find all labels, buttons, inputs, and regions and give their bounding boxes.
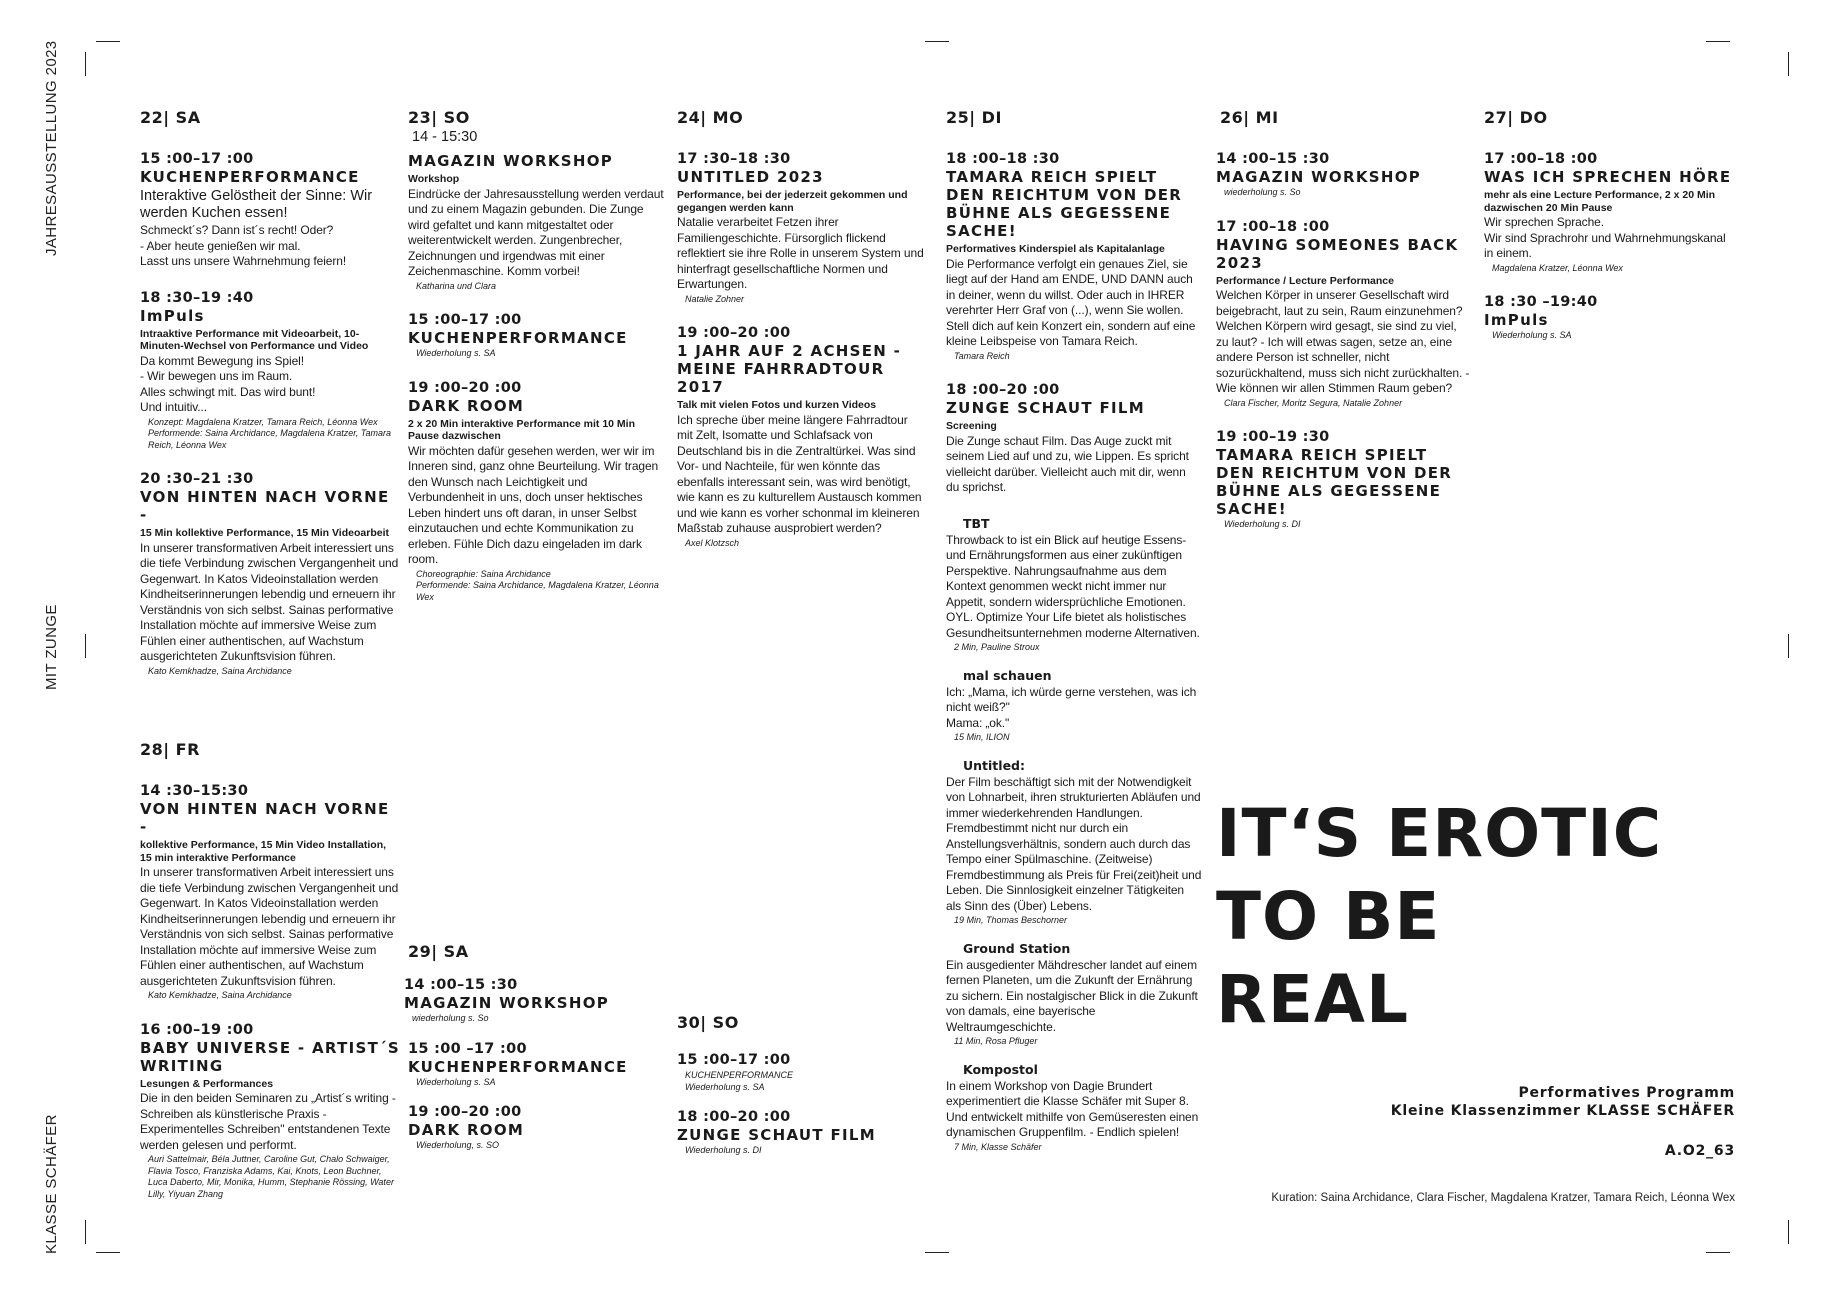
room-number: A.O2_63: [1664, 1143, 1735, 1159]
event-description: Die Performance verfolgt ein genaues Ziel, sie liegt auf der Hand am ENDE, UND DANN auch in deiner, wenn du willst. Oder auch in IHRER verehrter Herr Graf von (...), wenn Sie wollen. Stell dich auf kein Konzert ein, sondern auf eine kleine Leibspeise von Tamara Reich.: [946, 256, 1196, 348]
event-credit: Tamara Reich: [954, 350, 1010, 361]
event-credit: Wiederholung s. DI: [1224, 519, 1301, 529]
event-time: 20 :30–21 :30: [140, 471, 254, 487]
event: [140, 471, 400, 677]
event-credit: Magdalena Kratzer, Léonna Wex: [1492, 262, 1623, 273]
event-format: Performance, bei der jederzeit gekommen und gegangen werden kann: [677, 189, 908, 214]
day-22: [140, 108, 400, 697]
event: [1216, 429, 1472, 531]
event-time: 18 :00–20 :00: [946, 382, 1060, 398]
film-title: Ground Station: [963, 940, 1071, 956]
film: [946, 516, 1202, 654]
film: [946, 668, 1202, 744]
event-title: VON HINTEN NACH VORNE -: [140, 800, 390, 836]
event-description: In unserer transformativen Arbeit interessiert uns die tiefe Verbindung zwischen Vergangenheit und Gegenwart. In Katos Videoinstallation werden Kindheitserinnerungen lebendig und erneuern ihr Verständnis von sich selbst. Sainas performative Installation möchte auf immersive Weise zum Fühlen einer authentischen, auf Wachstum ausgerichteten Zukunftsvision führen.: [140, 540, 399, 663]
event-credit: Kato Kemkhadze, Saina Archidance: [148, 665, 292, 676]
film-description: In einem Workshop von Dagie Brundert experimentiert die Klasse Schäfer mit Super 8. Und entwickelt mithilfe von Gemüseresten einen dynamischen Gruppenfilm. - Endlich spielen!: [946, 1078, 1199, 1139]
day-label: 25| DI: [946, 108, 1002, 127]
program-location: Kleine Klassenzimmer KLASSE SCHÄFER: [1390, 1103, 1735, 1119]
film: [946, 758, 1202, 927]
film-description: Der Film beschäftigt sich mit der Notwendigkeit von Lohnarbeit, ihren strukturierten Abläufen und immer wiederkehrenden Handlungen. Fremdbestimmt nicht nur durch ein Anstellungsverhältnis, sondern auch durch das Tempo einer Spülmaschine. (Zeitweise) Fremdbestimmung als Preis für Frei(zeit)heit und Leben. Die Sinnlosigkeit einzelner Tätigkeiten als Sinn des (Über) Lebens.: [946, 774, 1202, 913]
event-time: 18 :00–18 :30: [946, 151, 1060, 167]
headline-line: TO BE: [1216, 878, 1441, 955]
event-description: Wir sprechen Sprache. Wir sind Sprachrohr und Wahrnehmungskanal in einem.: [1484, 215, 1726, 260]
event-title: ImPuls: [1484, 311, 1549, 329]
event-credit: Katharina und Clara: [416, 280, 497, 291]
day-30: [677, 1013, 925, 1177]
event-credit: Wiederholung s. DI: [685, 1145, 762, 1155]
event-credit: Wiederholung s. SA: [416, 348, 496, 358]
headline-line: IT‘S EROTIC: [1216, 795, 1663, 872]
event-time: 18 :30–19 :40: [140, 289, 254, 306]
event-format: mehr als eine Lecture Performance, 2 x 20 Min dazwischen 20 Min Pause: [1484, 189, 1716, 214]
event-description: Natalie verarbeitet Fetzen ihrer Familiengeschichte. Fürsorglich flickend reflektiert sie ihre Rolle in unserem System und hinterfragt gesellschaftliche Normen und Erwartungen.: [677, 215, 924, 291]
day-label: 30| SO: [677, 1013, 739, 1032]
event-title: 1 JAHR AUF 2 ACHSEN - MEINE FAHRRADTOUR 2017: [677, 342, 902, 396]
day-27: [1484, 108, 1732, 362]
event: [140, 1022, 400, 1201]
film-title: mal schauen: [963, 667, 1052, 683]
event-title: ImPuls: [140, 306, 205, 325]
event-title: HAVING SOMEONES BACK 2023: [1216, 235, 1459, 272]
event-title: KUCHENPERFORMANCE: [140, 168, 360, 186]
film-description: Throwback to ist ein Blick auf heutige Essens- und Ernährungsformen aus einer zukünftigen Perspektive. Nahrungsaufnahme aus dem Kontext genommen weckt nicht immer nur Appetit, sondern widersprüchliche Emotionen. OYL. Optimize Your Life bietet als holistisches Gesundheitsunternehmen moderne Alternativen.: [946, 532, 1200, 640]
event-description: Die Zunge schaut Film. Das Auge zuckt mit seinem Lied auf und zu, wie Lippen. Es spricht vielleicht darüber. Vielleicht auch mit dir, wenn du sprichst.: [946, 433, 1189, 494]
event: [404, 1041, 666, 1089]
film-description: Ein ausgedienter Mähdrescher landet auf einem fernen Planeten, um die Zukunft der Ernährung zu sichern. Ein nostalgischer Blick in die Zukunft von damals, eine bayerische Weltraumgeschichte.: [946, 957, 1198, 1034]
event-title: KUCHENPERFORMANCE: [408, 329, 628, 347]
event-time: 18 :00–20 :00: [677, 1109, 791, 1125]
event: [140, 783, 400, 1002]
event-credit: Auri Sattelmair, Béla Juttner, Caroline Gut, Chalo Schwaiger, Flavia Tosco, Franziska Adams, Kai, Knots, Leon Buchner, Luca Daberto, Mir, Monika, Humm, Stephanie Rössing, Water Lilly, Yiyuan Zhang: [148, 1154, 394, 1199]
event-format: Talk mit vielen Fotos und kurzen Videos: [677, 399, 877, 411]
event-description: Welchen Körper in unserer Gesellschaft wird beigebracht, laut zu sein, Raum einzunehmen? Welchen Körpern wird gesagt, sie sind zu viel, zu laut? - Ich will etwas sagen, setze an, eine andere Person ist schneller, nicht sozurückhaltend, muss sich nicht zurückhalten. - Wie können wir allen Stimmen Raum geben?: [1216, 288, 1470, 395]
event: [408, 312, 666, 360]
event: [946, 151, 1202, 362]
event-credit: Wiederholung, s. SO: [416, 1140, 499, 1150]
day-label: 26| MI: [1220, 108, 1279, 127]
event-credit: KUCHENPERFORMANCE Wiederholung s. SA: [685, 1070, 794, 1092]
event-time: 14 - 15:30: [412, 129, 478, 145]
event-title: ZUNGE SCHAUT FILM: [946, 399, 1145, 417]
event-format: Screening: [946, 420, 997, 432]
side-label-year: JAHRESAUSSTELLUNG 2023: [43, 40, 60, 256]
day-29: [404, 942, 666, 1172]
day-label: 22| SA: [140, 108, 201, 127]
event-time: 14 :30–15:30: [140, 783, 249, 799]
event-credit: Clara Fischer, Moritz Segura, Natalie Zohner: [1224, 397, 1403, 408]
event-format: Performatives Kinderspiel als Kapitalanlage: [946, 243, 1165, 255]
event: [677, 1052, 925, 1093]
film: [946, 1062, 1202, 1154]
event-time: 19 :00–20 :00: [677, 325, 791, 341]
event-title: VON HINTEN NACH VORNE -: [140, 488, 390, 524]
film-credit: 15 Min, ILION: [954, 732, 1010, 742]
event-time: 15 :00–17 :00: [140, 151, 254, 167]
event-lead: Interaktive Gelöstheit der Sinne: Wir werden Kuchen essen!: [140, 188, 373, 221]
event-format: kollektive Performance, 15 Min Video Installation, 15 min interaktive Performance: [140, 839, 387, 864]
film-credit: 11 Min, Rosa Pfluger: [954, 1036, 1038, 1046]
event-time: 19 :00–20 :00: [408, 379, 522, 396]
event-format: 15 Min kollektive Performance, 15 Min Videoarbeit: [140, 527, 389, 539]
event-title: MAGAZIN WORKSHOP: [408, 152, 614, 170]
event-title: DARK ROOM: [408, 1121, 525, 1139]
day-label: 27| DO: [1484, 108, 1548, 127]
event-format: Intraaktive Performance mit Videoarbeit, 10-Minuten-Wechsel von Performance und Video: [140, 327, 369, 352]
event: [677, 325, 925, 549]
side-label-title: MIT ZUNGE: [43, 604, 60, 690]
event-title: MAGAZIN WORKSHOP: [1216, 168, 1422, 186]
event: [408, 380, 666, 604]
event-description: Ich spreche über meine längere Fahrradtour mit Zelt, Isomatte und Schlafsack von Deutschland bis in die Zentraltürkei. Was sind Vor- und Nachteile, für wen könnte das ebenfalls interessant sein, was wird benötigt, wie kann es zu kulturellem Austausch kommen und wie kann es vorher schonmal im kleineren Maßstab zuhause ausprobiert werden?: [677, 412, 922, 535]
event: [1484, 294, 1732, 342]
program-title: Performatives Programm: [1518, 1085, 1735, 1101]
event-credit: Konzept: Magdalena Kratzer, Tamara Reich, Léonna Wex Performende: Saina Archidance, Magdalena Kratzer, Tamara Reich, Léonna Wex: [148, 416, 391, 450]
event: [1216, 219, 1472, 410]
event-description: Wir möchten dafür gesehen werden, wer wir im Inneren sind, ganz ohne Beurteilung. Wir tragen den Wunsch nach Leichtigkeit und Verbundenheit in uns, doch unser hektisches Leben hindert uns oft daran, in unser Selbst einzutauchen und echte Kommunikation zu erleben. Fühle Dich dazu eingeladen im dark room.: [408, 443, 659, 566]
event-time: 15 :00–17 :00: [408, 312, 522, 328]
event-credit: Wiederholung s. SA: [416, 1076, 496, 1087]
event-time: 15 :00–17 :00: [677, 1052, 791, 1068]
event-time: 19 :00–19 :30: [1216, 429, 1330, 445]
event-format: Lesungen & Performances: [140, 1077, 274, 1090]
event: [677, 1109, 925, 1157]
event-credit: Kato Kemkhadze, Saina Archidance: [148, 990, 292, 1000]
event-title: UNTITLED 2023: [677, 168, 824, 186]
event-credit: Wiederholung s. SA: [1492, 330, 1572, 340]
day-25: [946, 108, 1202, 1153]
day-24: [677, 108, 925, 569]
event-credit: wiederholung s. So: [1224, 187, 1301, 197]
event-time: 15 :00 –17 :00: [408, 1040, 527, 1057]
film-credit: 19 Min, Thomas Beschorner: [954, 915, 1068, 925]
event-time: 17 :00–18 :00: [1216, 218, 1330, 235]
curation-credit: Kuration: Saina Archidance, Clara Fischer, Magdalena Kratzer, Tamara Reich, Léonna Wex: [1271, 1192, 1735, 1204]
film-title: TBT: [963, 515, 990, 531]
event-format: Workshop: [408, 173, 460, 185]
event-time: 16 :00–19 :00: [140, 1021, 254, 1038]
day-28: [140, 740, 400, 1220]
event-time: 19 :00–20 :00: [408, 1104, 522, 1120]
day-label: 24| MO: [677, 108, 744, 127]
day-label: 28| FR: [140, 740, 200, 759]
event: [404, 1104, 666, 1152]
day-26: [1216, 108, 1472, 551]
event-credit: Axel Klotzsch: [685, 537, 740, 548]
film-description: Ich: „Mama, ich würde gerne verstehen, was ich nicht weiß?" Mama: „ok.": [946, 684, 1197, 730]
film-title: Untitled:: [963, 757, 1025, 773]
event-title: TAMARA REICH SPIELT DEN REICHTUM VON DER BÜHNE ALS GEGESSENE SACHE!: [1216, 446, 1453, 518]
event-format: Performance / Lecture Performance: [1216, 274, 1394, 287]
day-label: 29| SA: [408, 942, 469, 961]
film-credit: 2 Min, Pauline Stroux: [954, 642, 1040, 652]
event: [1484, 151, 1732, 274]
event: [677, 151, 925, 305]
event-description: Da kommt Bewegung ins Spiel! - Wir bewegen uns im Raum. Alles schwingt mit. Das wird bunt! Und intuitiv...: [140, 353, 316, 414]
event: [140, 151, 400, 270]
film-credit: 7 Min, Klasse Schäfer: [954, 1141, 1042, 1152]
event-description: In unserer transformativen Arbeit interessiert uns die tiefe Verbindung zwischen Vergangenheit und Gegenwart. In Katos Videoinstallation werden Kindheitserinnerungen lebendig und erneuern ihr Verständnis von sich selbst. Sainas performative Installation möchte auf immersive Weise zum Fühlen einer authentischen, auf Wachstum ausgerichteten Zukunftsvision führen.: [140, 865, 399, 988]
event-description: Eindrücke der Jahresausstellung werden verdaut und zu einem Magazin gebunden. Die Zunge wird gefaltet und kann mitgestaltet oder weiterentwickelt werden. Zungenbrecher, Zeichnungen und irgendwas mit einer Zeichenmaschine. Komm vorbei!: [408, 186, 664, 278]
event: [408, 129, 666, 292]
film: [946, 941, 1202, 1048]
event-title: BABY UNIVERSE - ARTIST´S WRITING: [140, 1038, 401, 1075]
program-info: [1391, 1084, 1735, 1160]
event-credit: Natalie Zohner: [685, 293, 745, 304]
event-format: 2 x 20 Min interaktive Performance mit 10 Min Pause dazwischen: [408, 417, 636, 442]
event-title: KUCHENPERFORMANCE: [408, 1057, 628, 1076]
event-time: 14 :00–15 :30: [404, 977, 518, 993]
event-description: Die in den beiden Seminaren zu „Artist´s writing - Schreiben als künstlerische Praxis - Experimentelles Schreiben" entstandenen Texte werden gelesen und performt.: [140, 1091, 396, 1152]
headline: [1216, 792, 1662, 1041]
event-title: WAS ICH SPRECHEN HÖRE: [1484, 168, 1732, 186]
film-title: Kompostol: [963, 1061, 1038, 1077]
event-title: TAMARA REICH SPIELT DEN REICHTUM VON DER BÜHNE ALS GEGESSENE SACHE!: [946, 168, 1183, 240]
event-time: 17 :30–18 :30: [677, 151, 791, 167]
event-title: ZUNGE SCHAUT FILM: [677, 1126, 876, 1144]
event-time: 17 :00–18 :00: [1484, 151, 1598, 167]
event-time: 18 :30 –19:40: [1484, 294, 1598, 310]
headline-line: REAL: [1216, 961, 1410, 1038]
event: [946, 382, 1202, 496]
side-label-class: KLASSE SCHÄFER: [43, 1114, 60, 1254]
event: [140, 290, 400, 452]
event-credit: Choreographie: Saina Archidance Performende: Saina Archidance, Magdalena Kratzer, Léonna Wex: [416, 568, 659, 602]
event-description: Schmeckt´s? Dann ist´s recht! Oder? - Aber heute genießen wir mal. Lasst uns unsere Wahrnehmung feiern!: [140, 223, 347, 268]
event-title: DARK ROOM: [408, 396, 525, 415]
event: [404, 977, 666, 1025]
event-credit: wiederholung s. So: [412, 1013, 489, 1023]
day-23: [408, 108, 666, 623]
event-time: 14 :00–15 :30: [1216, 151, 1330, 167]
event: [1216, 151, 1472, 199]
event-title: MAGAZIN WORKSHOP: [404, 994, 610, 1012]
day-label: 23| SO: [408, 108, 470, 127]
